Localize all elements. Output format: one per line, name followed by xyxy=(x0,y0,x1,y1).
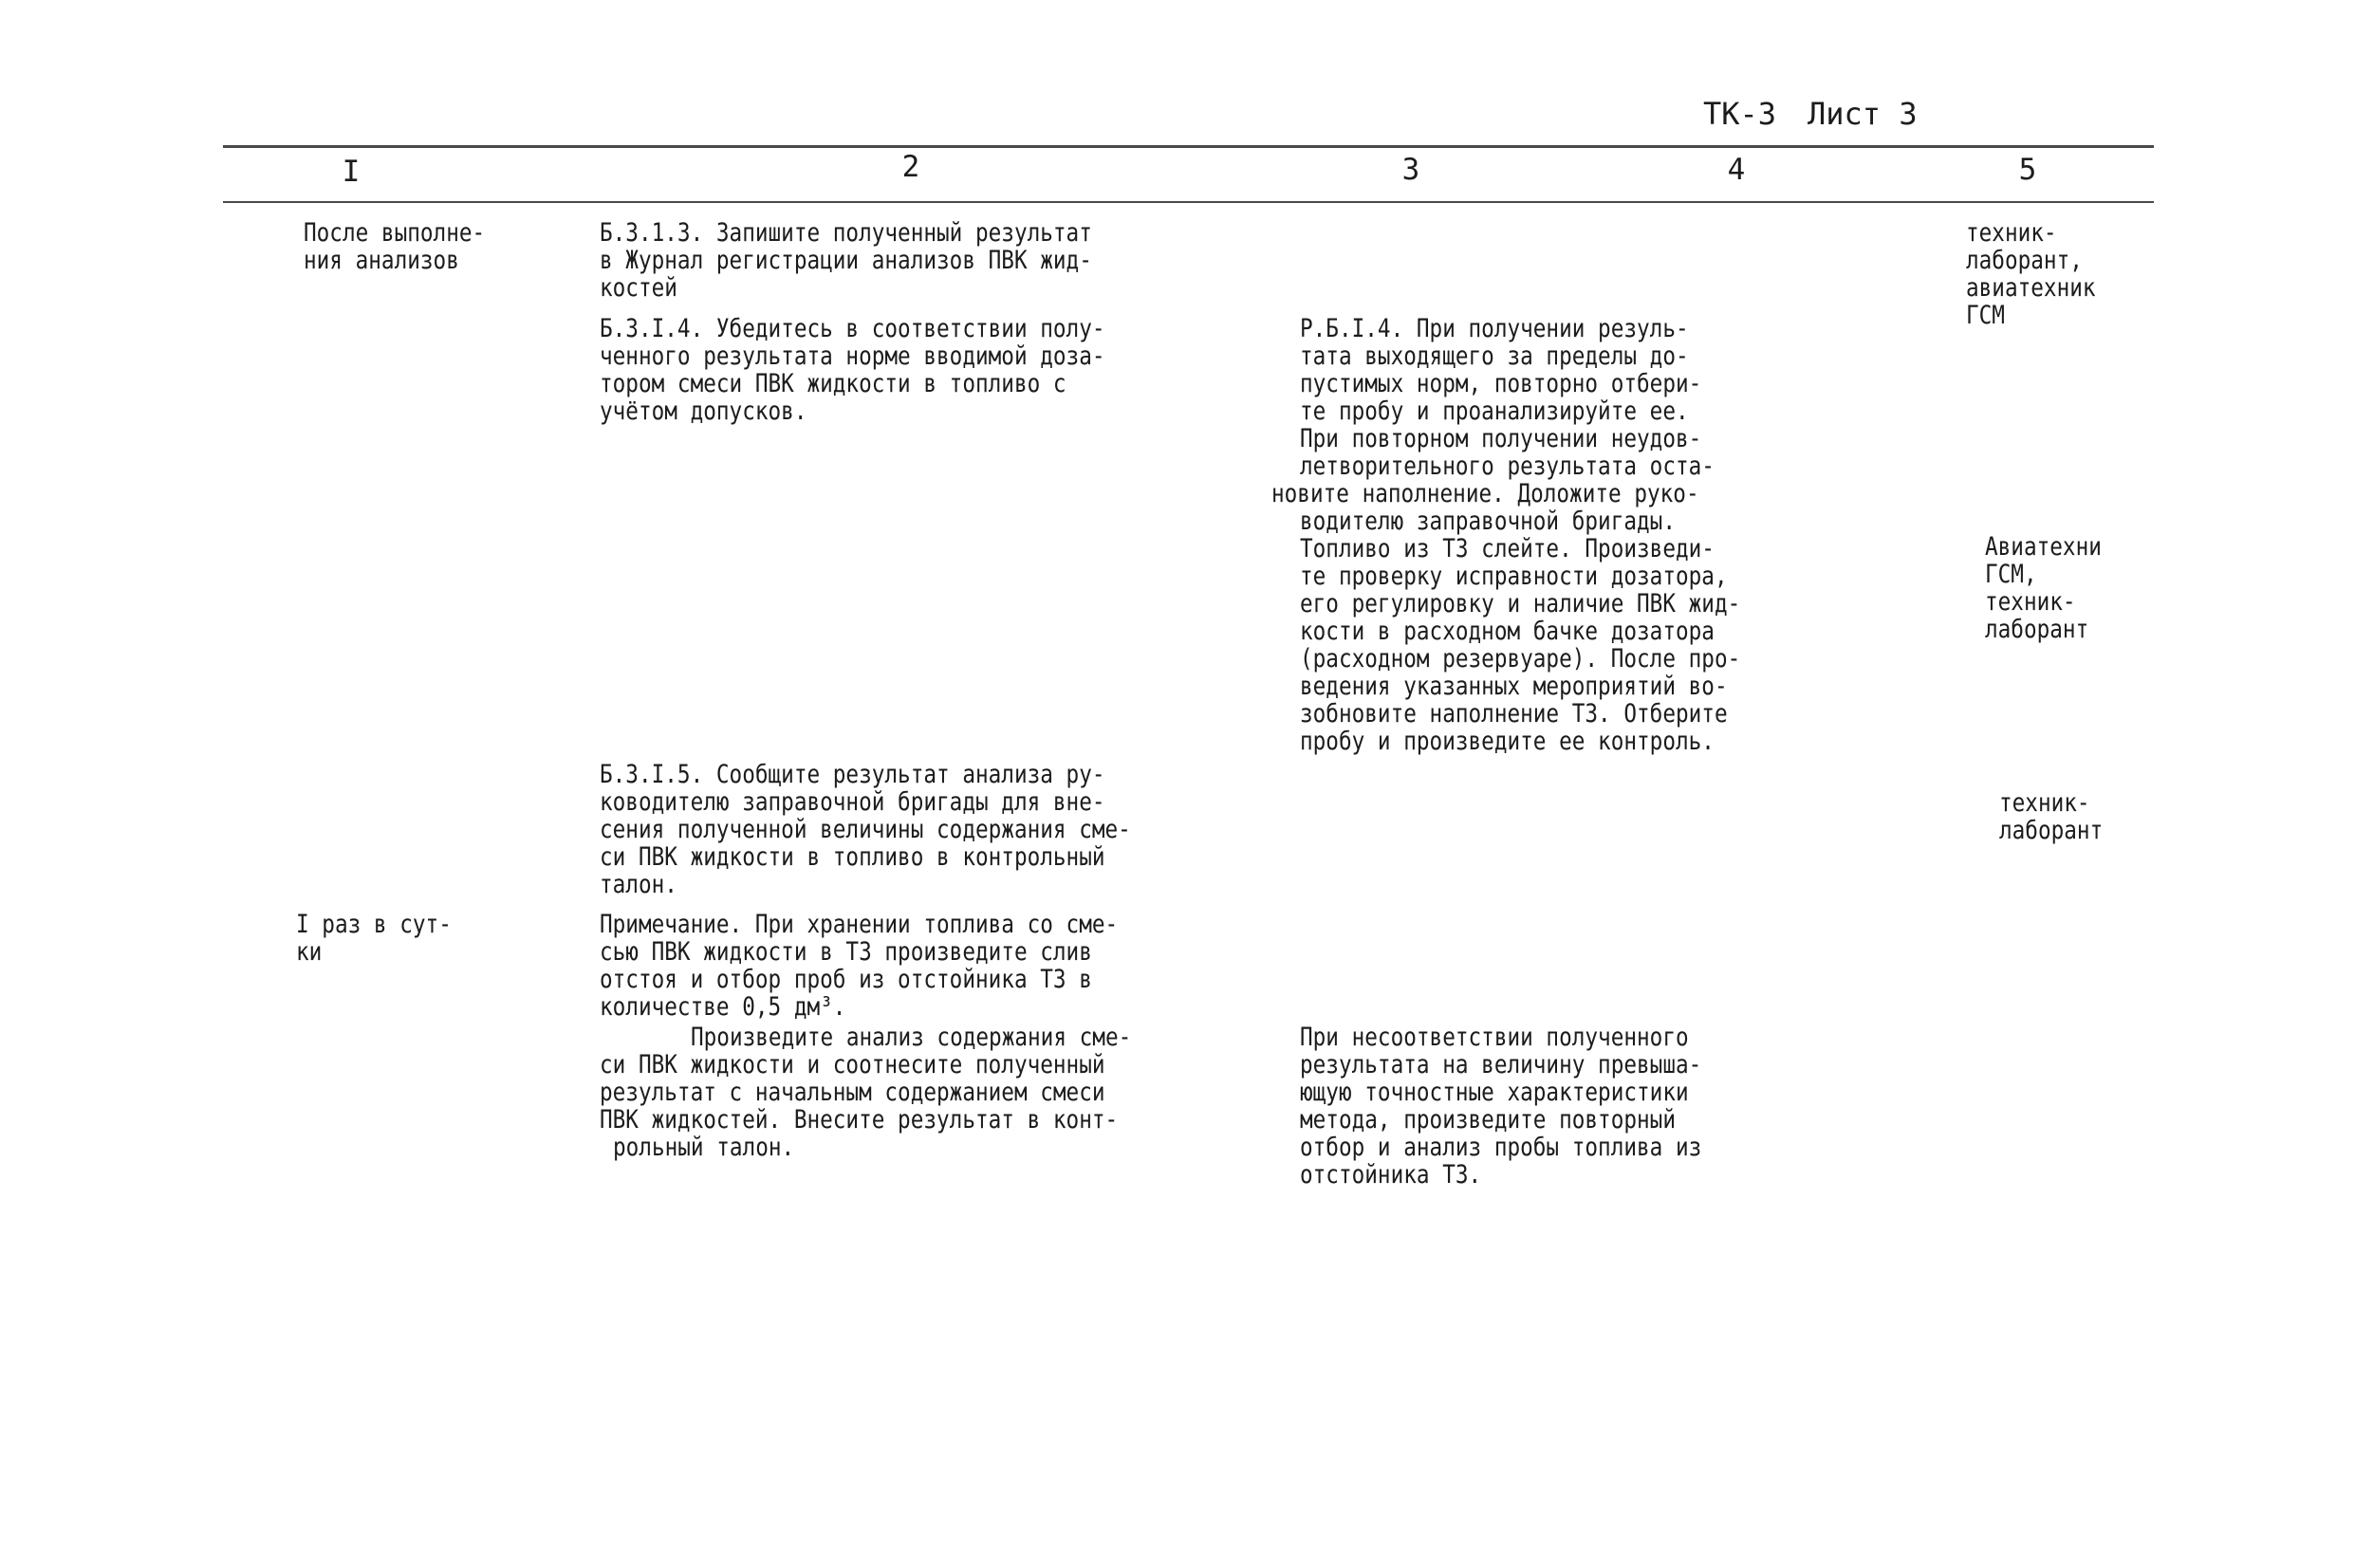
text-line: лаборант, xyxy=(1966,246,2083,275)
text-line: отстоя и отбор проб из отстойника ТЗ в xyxy=(600,965,1092,994)
text-line: лаборант xyxy=(1999,816,2104,845)
text-line: ченного результата норме вводимой доза- xyxy=(600,341,1105,371)
text-line: ГСМ, xyxy=(1985,560,2037,589)
text-line: техник- xyxy=(1985,587,2076,617)
step-b315 xyxy=(600,761,1232,898)
responsible-2 xyxy=(1985,533,2123,643)
text-line: Авиатехни xyxy=(1985,532,2102,562)
text-line: лаборант xyxy=(1985,615,2089,644)
text-line: си ПВК жидкости и соотнесите полученный xyxy=(600,1050,1105,1079)
table-header-rule xyxy=(223,201,2154,203)
text-line: сения полученной величины содержания сме- xyxy=(600,815,1131,844)
text-line: учётом допусков. xyxy=(600,397,807,426)
text-line: ководителю заправочной бригады для вне- xyxy=(600,787,1105,817)
text-line: тата выходящего за пределы до- xyxy=(1300,341,1689,371)
text-line: летворительного результата оста- xyxy=(1300,452,1715,481)
table-top-rule xyxy=(223,145,2154,148)
text-line: отстойника ТЗ. xyxy=(1300,1160,1482,1190)
text-line: костей xyxy=(600,273,677,303)
text-line: пробу и произведите ее контроль. xyxy=(1300,727,1715,756)
column-number-3: 3 xyxy=(1401,153,1420,187)
text-line: рольный талон. xyxy=(613,1133,795,1162)
text-line: техник- xyxy=(1999,788,2090,818)
column-number-2: 2 xyxy=(901,150,920,184)
timing-once-daily xyxy=(296,911,481,966)
text-line: количестве 0,5 дм³. xyxy=(600,992,846,1022)
remedy-mismatch xyxy=(1300,1024,1778,1189)
sheet-number: Лист 3 xyxy=(1808,96,1918,132)
text-line: те проверку исправности дозатора, xyxy=(1300,562,1728,591)
text-line: При несоответствии полученного xyxy=(1300,1023,1689,1052)
text-line: Произведите анализ содержания сме- xyxy=(691,1023,1132,1052)
text-line: его регулировку и наличие ПВК жид- xyxy=(1300,589,1741,618)
text-line: При повторном получении неудов- xyxy=(1300,424,1702,453)
storage-note-continued xyxy=(600,1024,1216,1161)
text-line: ведения указанных мероприятий во- xyxy=(1300,672,1728,701)
text-line: тором смеси ПВК жидкости в топливо с xyxy=(600,369,1066,398)
step-b313 xyxy=(600,219,1186,302)
text-line: Б.3.I.4. Убедитесь в соответствии полу- xyxy=(600,314,1105,343)
remedy-rb14 xyxy=(1271,314,1825,756)
text-line: авиатехник xyxy=(1966,273,2096,303)
text-line: Примечание. При хранении топлива со сме- xyxy=(600,910,1119,939)
timing-after-analysis xyxy=(304,219,520,274)
document-code: ТК-3 xyxy=(1703,96,1777,132)
column-number-4: 4 xyxy=(1727,153,1746,187)
step-b314 xyxy=(600,315,1201,425)
text-line: отбор и анализ пробы топлива из xyxy=(1300,1133,1702,1162)
text-line: результат с начальным содержанием смеси xyxy=(600,1078,1105,1107)
text-line: результата на величину превыша- xyxy=(1300,1050,1702,1079)
text-line: в Журнал регистрации анализов ПВК жид- xyxy=(600,246,1092,275)
text-line: Б.3.I.5. Сообщите результат анализа ру- xyxy=(600,760,1105,789)
text-line: метода, произведите повторный xyxy=(1300,1105,1676,1134)
column-number-5: 5 xyxy=(2018,153,2037,187)
text-line: ГСМ xyxy=(1966,301,2005,330)
text-line: те пробу и проанализируйте ее. xyxy=(1300,397,1689,426)
text-line: Р.Б.I.4. При получении резуль- xyxy=(1300,314,1689,343)
text-line: новите наполнение. Доложите руко- xyxy=(1271,479,1699,508)
text-line: зобновите наполнение ТЗ. Отберите xyxy=(1300,699,1728,729)
text-line: талон. xyxy=(600,870,677,899)
text-line: сью ПВК жидкости в ТЗ произведите слив xyxy=(600,937,1092,967)
text-line: техник- xyxy=(1966,218,2057,248)
text-line: кости в расходном бачке дозатора xyxy=(1300,617,1715,646)
storage-note xyxy=(600,911,1216,1021)
text-line: водителю заправочной бригады. xyxy=(1300,507,1676,536)
text-line: I раз в сут- xyxy=(296,910,452,939)
text-line: ки xyxy=(296,937,323,967)
responsible-1 xyxy=(1966,219,2121,329)
text-line: Топливо из ТЗ слейте. Произведи- xyxy=(1300,534,1715,563)
text-line: (расходном резервуаре). После про- xyxy=(1300,644,1741,673)
text-line: После выполне- xyxy=(304,218,486,248)
text-line: пустимых норм, повторно отбери- xyxy=(1300,369,1702,398)
text-line: ющую точностные характеристики xyxy=(1300,1078,1689,1107)
text-line: Б.3.1.3. Запишите полученный результат xyxy=(600,218,1092,248)
text-line: ПВК жидкостей. Внесите результат в конт- xyxy=(600,1105,1119,1134)
text-line: ния анализов xyxy=(304,246,459,275)
text-line: си ПВК жидкости в топливо в контрольный xyxy=(600,842,1105,872)
responsible-3 xyxy=(1999,789,2123,844)
column-number-1: I xyxy=(342,155,361,189)
